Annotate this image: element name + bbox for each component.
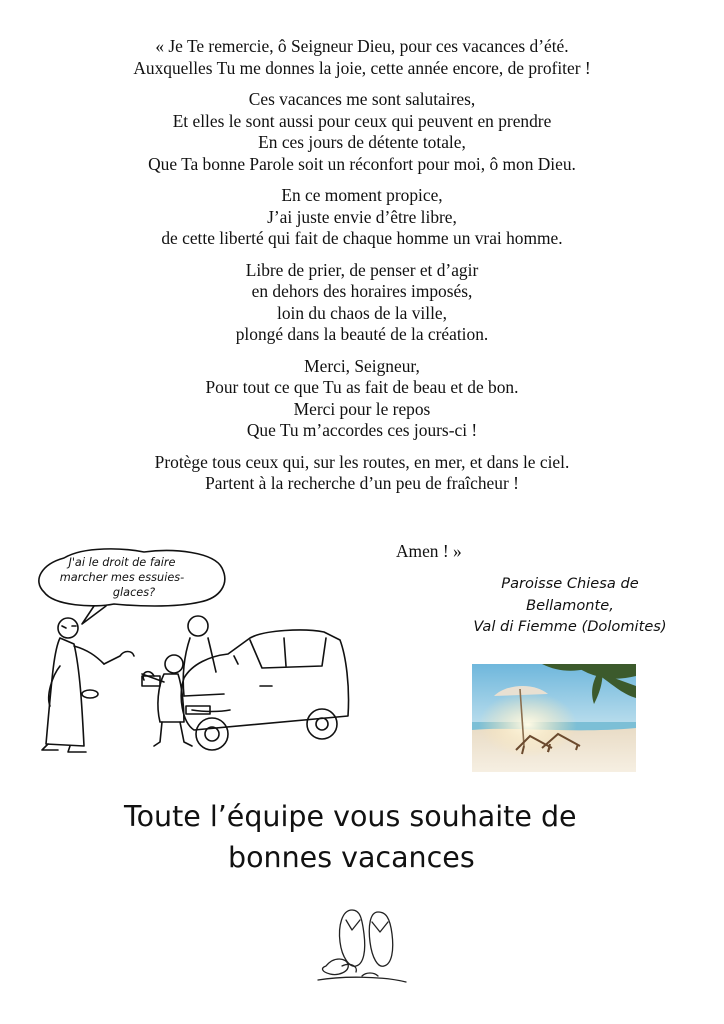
poem-line: Partent à la recherche d’un peu de fraîcheur !	[205, 473, 519, 493]
poem	[0, 36, 724, 505]
poem-line: Et elles le sont aussi pour ceux qui peuvent en prendre	[172, 110, 552, 131]
stanza-4	[0, 260, 724, 346]
poem-line: En ces jours de détente totale,	[258, 132, 466, 152]
poem-line: « Je Te remercie, ô Seigneur Dieu, pour ces vacances d’été.	[155, 36, 569, 56]
credit-line: Bellamonte,	[526, 596, 614, 614]
speech-bubble-line: marcher mes essuies-	[59, 571, 185, 584]
sandals-illustration	[312, 906, 412, 988]
parish-credit	[448, 573, 692, 638]
stanza-6	[0, 452, 724, 495]
poem-closing: Amen ! »	[396, 541, 462, 561]
flip-flops-icon	[312, 906, 412, 988]
farewell-line: bonnes vacances	[228, 841, 475, 874]
poem-line: Merci pour le repos	[293, 398, 431, 419]
poem-line: Merci, Seigneur,	[304, 355, 420, 376]
stanza-5	[0, 356, 724, 442]
farewell-line: Toute l’équipe vous souhaite de	[124, 800, 577, 833]
credit-line: Val di Fiemme (Dolomites)	[473, 618, 667, 635]
poem-line: Que Ta bonne Parole soit un réconfort pour moi, ô mon Dieu.	[148, 153, 576, 174]
poem-line: Auxquelles Tu me donnes la joie, cette année encore, de profiter !	[133, 57, 591, 78]
poem-line: Libre de prier, de penser et d’agir	[245, 259, 479, 280]
speech-bubble-line: glaces?	[112, 586, 156, 599]
poem-line: Protège tous ceux qui, sur les routes, en mer, et dans le ciel.	[154, 451, 570, 472]
stanza-2	[0, 89, 724, 175]
beach-scene	[472, 664, 636, 772]
poem-line: Que Tu m’accordes ces jours-ci !	[246, 420, 478, 440]
credit-line: Paroisse Chiesa de	[501, 575, 639, 592]
poem-line: Ces vacances me sont salutaires,	[248, 89, 476, 109]
cartoon-illustration	[24, 546, 358, 758]
speech-bubble-line: J'ai le droit de faire	[68, 556, 176, 569]
beach-photo	[472, 664, 636, 772]
poem-line: en dehors des horaires imposés,	[251, 281, 473, 301]
poem-line: J’ai juste envie d’être libre,	[267, 206, 457, 227]
poem-line: de cette liberté qui fait de chaque homme un vrai homme.	[161, 228, 563, 248]
poem-line: En ce moment propice,	[281, 185, 443, 205]
stanza-3	[0, 185, 724, 250]
poem-line: Pour tout ce que Tu as fait de beau et de bon.	[205, 377, 519, 397]
poem-line: loin du chaos de la ville,	[276, 302, 447, 323]
stanza-1	[0, 36, 724, 79]
poem-line: plongé dans la beauté de la création.	[235, 324, 489, 344]
